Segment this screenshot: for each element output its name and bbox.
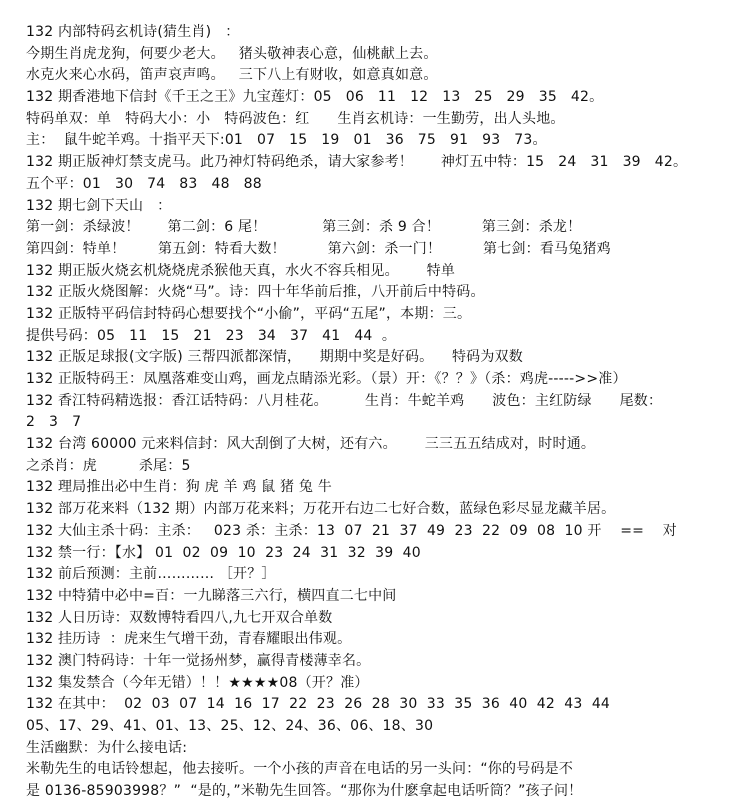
text-line: 132 正版特码王：凤凰落难变山鸡，画龙点睛添光彩。（景）开：《？？》（杀：鸡虎----->>准） (26, 371, 627, 387)
text-line: 特码单双：单 特码大小：小 特码波色：红 生肖玄机诗：一生勤劳，出人头地。 (26, 110, 565, 127)
text-line: 132 期香港地下信封《千王之王》九宝莲灯：05 06 11 12 13 25 29 35 42。 (26, 89, 604, 106)
text-line: 2 3 7 (26, 414, 82, 431)
text-line: 05、17、29、41、01、13、25、12、24、36、06、18、30 (26, 718, 434, 734)
text-line: 今期生肖虎龙狗，何要少老大。 猪头敬神表心意，仙桃献上去。 (26, 45, 438, 62)
text-line: 132 集发禁合（今年无错）！！★★★★08（开？准） (26, 674, 369, 691)
text-line: 132 台湾 60000 元来料信封：风大刮倒了大树，还有六。 三三五五结成对，时时通。 (26, 436, 596, 453)
text-line: 是 0136-85903998？” “是的，”米勒先生回答。“那你为什麽拿起电话听筒？”孩子问！ (26, 783, 583, 800)
text-line: 132 中特猜中必中=百：一九睇落三六行，横四直二七中间 (26, 587, 397, 604)
text-line: 五个平：01 30 74 83 48 88 (26, 175, 262, 192)
text-line: 132 理局推出必中生肖：狗 虎 羊 鸡 鼠 猪 兔 牛 (26, 479, 332, 496)
text-line: 之杀肖：虎 杀尾：5 (26, 457, 191, 474)
text-line: 132 期七剑下天山 ： (26, 197, 172, 214)
text-line: 132 香江特码精选报：香江话特码：八月桂花。 生肖：牛蛇羊鸡 波色：主红防绿 尾数： (26, 392, 663, 409)
text-line: 132 澳门特码诗：十年一觉扬州梦，赢得青楼薄幸名。 (26, 652, 371, 669)
text-line: 132 前后预测：主前………… ［开？］ (26, 566, 276, 583)
text-line: 132 期正版神灯禁支虎马。此乃神灯特码绝杀，请大家参考！ 神灯五中特：15 24 31 39 42。 (26, 154, 688, 171)
text-line: 第一剑：杀绿波！ 第二剑：6 尾！ 第三剑：杀 9 合！ 第三剑：杀龙！ (26, 219, 582, 236)
text-line: 提供号码：05 11 15 21 23 34 37 41 44 。 (26, 327, 397, 344)
text-line: 生活幽默：为什么接电话: (26, 739, 188, 756)
text-line: 132 正版特平码信封特码心想要找个“小偷”，平码“五尾”，本期：三。 (26, 305, 472, 322)
text-line: 132 部万花来料（132 期）内部万花来料；万花开右边二七好合数，蓝绿色彩尽显龙藏羊居。 (26, 501, 616, 518)
text-line: 132 正版火烧图解：火烧“马”。诗：四十年华前后推，八开前后中特码。 (26, 284, 485, 301)
text-line: 132 大仙主杀十码：主杀： 023 杀：主杀：13 07 21 37 49 23 22 09 08 10 开 == 对 (26, 522, 677, 539)
text-line: 132 人日历诗：双数博特看四八,九七开双合单数 (26, 609, 333, 626)
text-line: 132 正版足球报(文字版) 三帮四派都深情， 期期中奖是好码。 特码为双数 (26, 349, 523, 366)
text-line: 米勒先生的电话铃想起，他去接听。一个小孩的声音在电话的另一头问：“你的号码是不 (26, 761, 574, 778)
text-line: 主： 鼠牛蛇羊鸡。十指平天下:01 07 15 19 01 36 75 91 93 73。 (26, 132, 547, 149)
text-line: 132 挂历诗 ：虎来生气增干劲，青春耀眼出伟观。 (26, 631, 352, 648)
text-line: 第四剑：特单！ 第五剑：特看大数！ 第六剑：杀一门！ 第七剑：看马兔猪鸡 (26, 240, 611, 257)
text-line: 132 禁一行：【水】 01 02 09 10 23 24 31 32 39 40 (26, 544, 421, 561)
text-line: 132 期正版火烧玄机烧烧虎杀猴他天真，水火不容兵相见。 特单 (26, 262, 456, 279)
text-line: 132 内部特码玄机诗(猜生肖) ： (26, 24, 240, 40)
text-line: 132 在其中： 02 03 07 14 16 17 22 23 26 28 30 33 35 36 40 42 43 44 (26, 696, 611, 713)
text-line: 水克火来心水码，笛声哀声鸣。 三下八上有财收，如意真如意。 (26, 67, 438, 84)
